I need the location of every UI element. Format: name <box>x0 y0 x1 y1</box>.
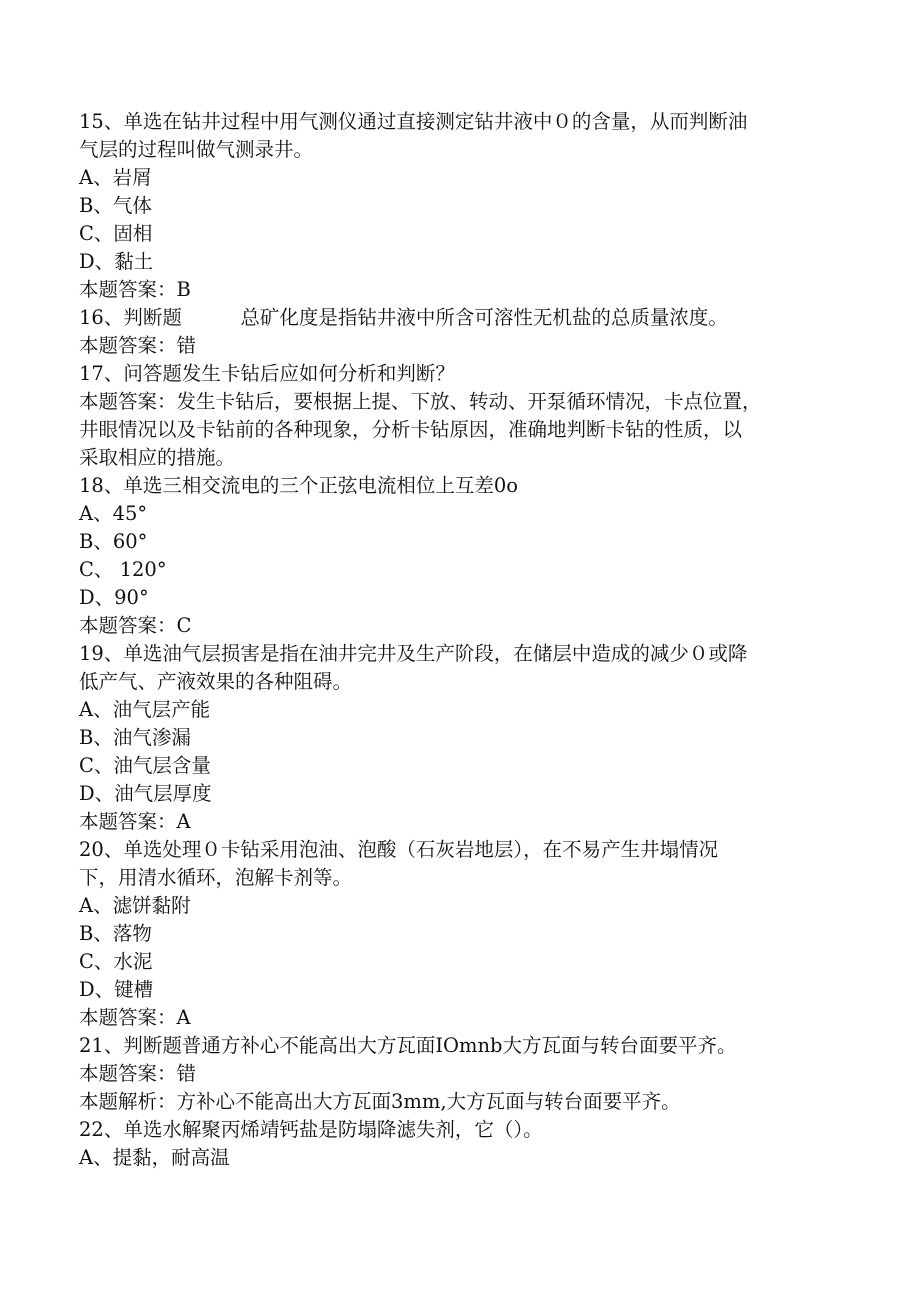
option-a: A、提黏，耐高温 <box>79 1146 230 1169</box>
option-d: D、90° <box>79 586 149 609</box>
option-a: A、油气层产能 <box>79 698 211 721</box>
question-stem: 19、单选油气层损害是指在油井完井及生产阶段，在储层中造成的减少０或降 <box>79 642 748 665</box>
answer-line: 本题答案：A <box>79 1006 191 1029</box>
question-20 <box>79 836 839 1032</box>
question-stem: 18、单选三相交流电的三个正弦电流相位上互差0o <box>79 474 518 497</box>
question-17 <box>79 360 839 472</box>
question-stem: 气层的过程叫做气测录井。 <box>79 138 314 161</box>
question-stem: 15、单选在钻井过程中用气测仪通过直接测定钻井液中０的含量，从而判断油 <box>79 110 748 133</box>
answer-line: 本题答案：错 <box>79 334 197 357</box>
option-c: C、 120° <box>79 558 167 581</box>
answer-line: 本题答案：B <box>79 278 191 301</box>
option-b: B、落物 <box>79 922 152 945</box>
option-b: B、气体 <box>79 194 152 217</box>
answer-line: 本题答案：错 <box>79 1062 197 1085</box>
option-a: A、45° <box>79 502 148 525</box>
document-page <box>79 108 839 1172</box>
question-18 <box>79 472 839 640</box>
answer-line: 本题答案：发生卡钻后，要根据上提、下放、转动、开泵循环情况，卡点位置， <box>79 390 762 413</box>
question-16 <box>79 304 839 360</box>
question-15 <box>79 108 839 304</box>
answer-line: 本题答案：C <box>79 614 192 637</box>
question-stem: 下，用清水循环，泡解卡剂等。 <box>79 866 353 889</box>
question-22 <box>79 1116 839 1172</box>
answer-line: 本题答案：A <box>79 810 191 833</box>
option-d: D、键槽 <box>79 978 154 1001</box>
option-d: D、油气层厚度 <box>79 782 212 805</box>
option-c: C、油气层含量 <box>79 754 211 777</box>
answer-line: 采取相应的措施。 <box>79 446 236 469</box>
analysis-line: 本题解析：方补心不能高出大方瓦面3mm,大方瓦面与转台面要平齐。 <box>79 1090 681 1113</box>
option-d: D、黏土 <box>79 250 154 273</box>
question-stem: 22、单选水解聚丙烯靖钙盐是防塌降滤失剂，它（）。 <box>79 1118 543 1141</box>
option-a: A、岩屑 <box>79 166 152 189</box>
question-stem: 21、判断题普通方补心不能高出大方瓦面IOmnb大方瓦面与转台面要平齐。 <box>79 1034 737 1057</box>
question-19 <box>79 640 839 836</box>
question-21 <box>79 1032 839 1116</box>
option-c: C、水泥 <box>79 950 153 973</box>
option-b: B、油气渗漏 <box>79 726 191 749</box>
option-a: A、滤饼黏附 <box>79 894 191 917</box>
question-stem: 16、判断题 总矿化度是指钻井液中所含可溶性无机盐的总质量浓度。 <box>79 306 728 329</box>
answer-line: 井眼情况以及卡钻前的各种现象，分析卡钻原因，准确地判断卡钻的性质，以 <box>79 418 743 441</box>
question-stem: 低产气、产液效果的各种阻碍。 <box>79 670 353 693</box>
question-stem: 20、单选处理０卡钻采用泡油、泡酸（石灰岩地层），在不易产生井塌情况 <box>79 838 719 861</box>
option-b: B、60° <box>79 530 148 553</box>
option-c: C、固相 <box>79 222 153 245</box>
question-stem: 17、问答题发生卡钻后应如何分析和判断？ <box>79 362 455 385</box>
